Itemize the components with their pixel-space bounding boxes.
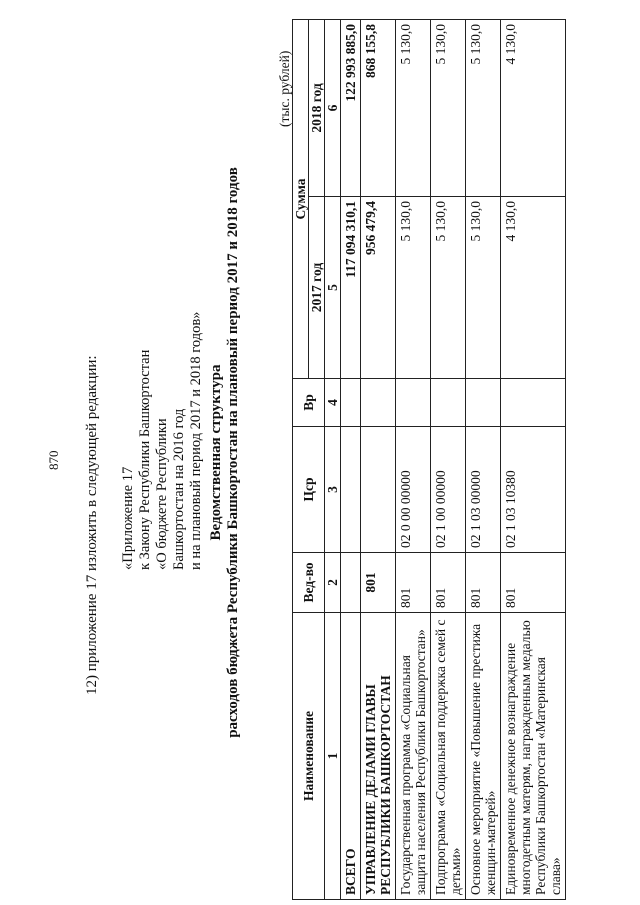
row-name: ВСЕГО — [341, 613, 361, 900]
appendix-line: и на плановый период 2017 и 2018 годов» — [188, 311, 204, 570]
row-name: Государственная программа «Социальная защита населения Республики Башкортостан» — [396, 613, 431, 900]
budget-table — [292, 19, 566, 900]
row-dept: 801 — [501, 553, 566, 613]
table-row — [396, 19, 431, 899]
row-2017: 5 130,0 — [466, 197, 501, 379]
header-dept: Вед-во — [293, 553, 325, 613]
row-name: Единовременное денежное вознаграждение многодетным матерям, награжденным медалью Республики Башкортостан «Материнская слава» — [501, 613, 566, 900]
column-number: 2 — [325, 553, 341, 613]
appendix-reference — [120, 312, 205, 570]
column-number-row — [325, 19, 341, 899]
table-row — [431, 19, 466, 899]
table-row — [501, 19, 566, 899]
row-2017: 4 130,0 — [501, 197, 566, 379]
row-dept: 801 — [396, 553, 431, 613]
title-line: расходов бюджета Республики Башкортостан на плановый период 2017 и 2018 годов — [225, 167, 241, 738]
intro-line: 12) приложение 17 изложить в следующей редакции: — [84, 355, 100, 695]
page-number: 870 — [46, 450, 61, 470]
row-target: 02 1 03 00000 — [466, 427, 501, 553]
row-name: УПРАВЛЕНИЕ ДЕЛАМИ ГЛАВЫ РЕСПУБЛИКИ БАШКОРТОСТАН — [361, 613, 396, 900]
column-number: 3 — [325, 427, 341, 553]
row-2017: 956 479,4 — [361, 197, 396, 379]
row-2018: 5 130,0 — [431, 19, 466, 196]
row-2018: 5 130,0 — [466, 19, 501, 196]
column-number: 5 — [325, 197, 341, 379]
row-dept: 801 — [361, 553, 396, 613]
appendix-line: «Приложение 17 — [120, 466, 136, 570]
row-target — [341, 427, 361, 553]
row-target: 02 1 03 10380 — [501, 427, 566, 553]
row-target: 02 1 00 00000 — [431, 427, 466, 553]
units-label: (тыс. рублей) — [277, 50, 292, 127]
row-exp-type — [361, 379, 396, 427]
table-row — [341, 19, 361, 899]
row-2018: 122 993 885,0 — [341, 19, 361, 196]
row-2018: 868 155,8 — [361, 19, 396, 196]
header-target: Цср — [293, 427, 325, 553]
appendix-line: к Закону Республики Башкортостан — [137, 349, 153, 570]
row-exp-type — [501, 379, 566, 427]
column-number: 1 — [325, 613, 341, 900]
row-dept: 801 — [466, 553, 501, 613]
row-2017: 5 130,0 — [431, 197, 466, 379]
header-2017: 2017 год — [309, 197, 325, 379]
title-line: Ведомственная структура — [208, 364, 224, 541]
row-exp-type — [341, 379, 361, 427]
row-exp-type — [431, 379, 466, 427]
row-exp-type — [396, 379, 431, 427]
row-2017: 117 094 310,1 — [341, 197, 361, 379]
appendix-line: «О бюджете Республики — [154, 418, 170, 570]
header-2018: 2018 год — [309, 19, 325, 196]
table-row — [361, 19, 396, 899]
row-dept — [341, 553, 361, 613]
header-sum: Сумма — [293, 19, 309, 378]
column-number: 4 — [325, 379, 341, 427]
row-target: 02 0 00 00000 — [396, 427, 431, 553]
row-target — [361, 427, 396, 553]
row-2018: 5 130,0 — [396, 19, 431, 196]
row-name: Подпрограмма «Социальная поддержка семей с детьми» — [431, 613, 466, 900]
column-number: 6 — [325, 19, 341, 196]
document-title — [208, 0, 242, 905]
row-name: Основное мероприятие «Повышение престижа женщин-матерей» — [466, 613, 501, 900]
header-name: Наименование — [293, 613, 325, 900]
appendix-line: Башкортостан на 2016 год — [171, 408, 187, 570]
row-2018: 4 130,0 — [501, 19, 566, 196]
row-2017: 5 130,0 — [396, 197, 431, 379]
table-row — [466, 19, 501, 899]
row-exp-type — [466, 379, 501, 427]
header-exp-type: Вр — [293, 379, 325, 427]
row-dept: 801 — [431, 553, 466, 613]
